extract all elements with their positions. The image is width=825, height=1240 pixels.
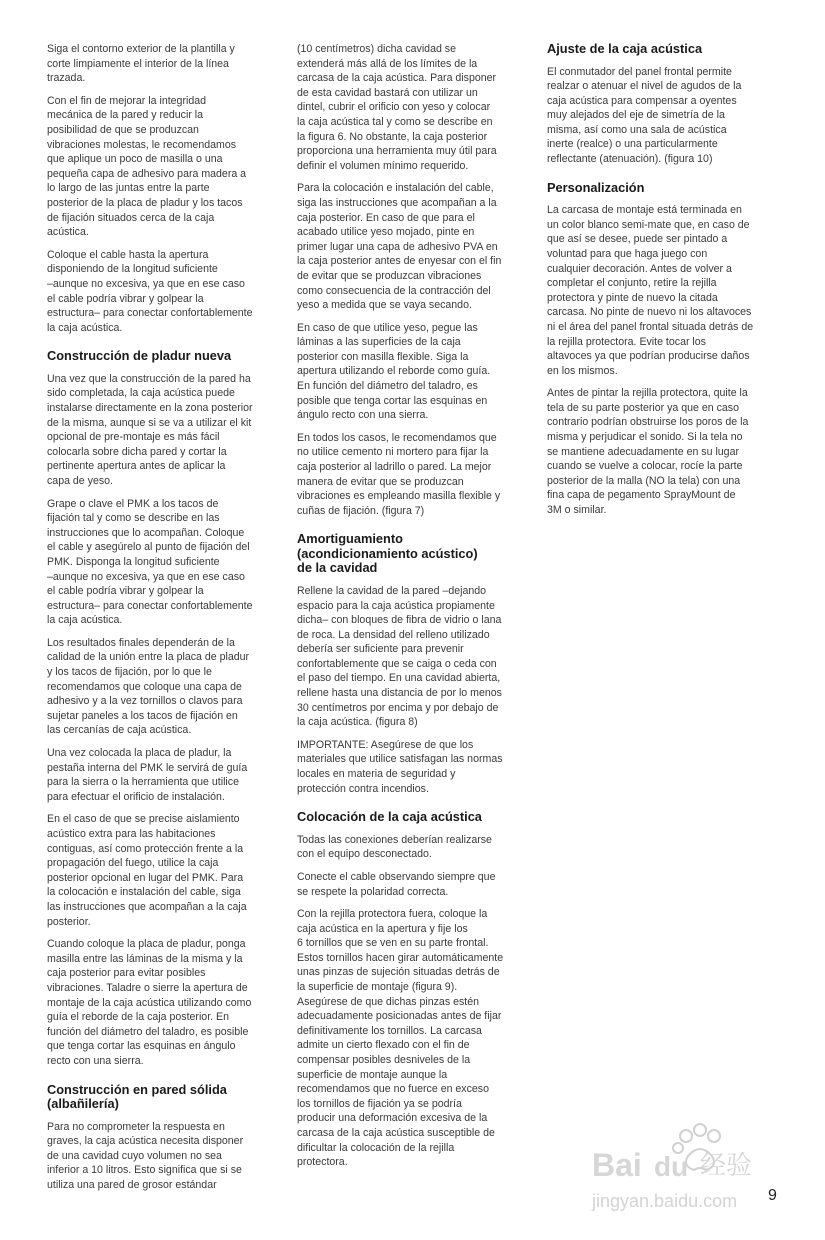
- section-heading: Ajuste de la caja acústica: [547, 41, 703, 56]
- paragraph: Conecte el cable observando siempre que se respete la polaridad correcta.: [297, 870, 496, 898]
- paragraph: En el caso de que se precise aislamiento acústico extra para las habitaciones contiguas, así como protección frente a la propagación del fuego, utilice la caja posterior opcional en lugar del PMK. Para la colocación e instalación del cable, siga las instrucciones que acompañan a la caja posterior.: [47, 813, 247, 928]
- paragraph: Siga el contorno exterior de la plantilla y corte limpiamente el interior de la línea trazada.: [47, 43, 235, 85]
- baidu-watermark-logo-icon: [588, 1114, 778, 1214]
- baidu-jingyan-watermark: [588, 1114, 778, 1214]
- text-column-1: [47, 42, 287, 1200]
- paragraph: Una vez que la construcción de la pared ha sido completada, la caja acústica puede instalarse directamente en la zona posterior de la misma, aunque si se va a utilizar el kit opcional de pre-montaje es más fácil colocarla sobre dicha pared y cortar la pertinente apertura antes de aplicar la capa de yeso.: [47, 372, 253, 487]
- svg-text:Bai: Bai: [592, 1147, 642, 1183]
- paragraph: Antes de pintar la rejilla protectora, quite la tela de su parte posterior ya que en caso contrario podrían obstruirse los poros de la misma y perjudicar el sonido. Si la tela no se mantiene adecuadamente en su lugar cuando se vuelve a colocar, rocíe la parte posterior de la malla (NO la tela) con una fina capa de pegamento SprayMount de 3M o similar.: [547, 387, 749, 517]
- section-heading: Amortiguamiento (acondicionamiento acústico) de la cavidad: [297, 531, 478, 576]
- paragraph: IMPORTANTE: Asegúrese de que los materiales que utilice satisfagan las normas locales en materia de seguridad y protección contra incendios.: [297, 738, 503, 795]
- paragraph: La carcasa de montaje está terminada en un color blanco semi-mate que, en caso de que así se desee, puede ser pintado a voluntad para que haga juego con cualquier decoración. Antes de volver a completar el conjunto, retire la rejilla protectora y pinte de nuevo la citada carcasa. No pinte de nuevo ni los altavoces ni el área del panel frontal situada detrás de la rejilla protectora. Evite tocar los altavoces ya que podrían producirse daños en los mismos.: [547, 204, 754, 377]
- paragraph: Cuando coloque la placa de pladur, ponga masilla entre las láminas de la misma y la caja posterior para evitar posibles vibraciones. Taladre o sierre la apertura de montaje de la caja acústica utilizando como guía el reborde de la caja posterior. En función del diámetro del taladro, es posible que tenga cortar las esquinas en ángulo recto con una sierra.: [47, 938, 252, 1067]
- text-column-3: [547, 42, 779, 526]
- section-heading: Personalización: [547, 179, 645, 195]
- svg-text:du: du: [654, 1151, 689, 1182]
- paragraph: (10 centímetros) dicha cavidad se extenderá más allá de los límites de la carcasa de la caja acústica. Para disponer de esta cavidad bastará con utilizar un dintel, cubrir el orificio con yeso y colocar la caja acústica tal y como se describe en la figura 6. No obstante, la caja posterior proporciona una herramienta muy útil para definir el volumen mínimo requerido.: [297, 43, 497, 172]
- paragraph: Grape o clave el PMK a los tacos de fijación tal y como se describe en las instrucciones que lo acompañan. Coloque el cable y asegúrelo al punto de fijación del PMK. Disponga la longitud suficiente –aunque no excesiva, ya que en ese caso el cable podría vibrar y golpear la estructura– para conectar confortablemente la caja acústica.: [47, 497, 253, 627]
- paragraph: Con el fin de mejorar la integridad mecánica de la pared y reducir la posibilidad de que se produzcan vibraciones molestas, le recomendamos que aplique un poco de masilla o una pequeña capa de adhesivo para madera a lo largo de las juntas entre la parte posterior de la placa de pladur y los tacos de fijación situados cerca de la caja acústica.: [47, 94, 247, 239]
- svg-text:jingyan.baidu.com: jingyan.baidu.com: [592, 1191, 738, 1211]
- paragraph: Los resultados finales dependerán de la calidad de la unión entre la placa de pladur y los tacos de fijación, por lo que le recomendamos que coloque una capa de adhesivo y a la vez tornillos o clavos para sujetar paneles a los tacos de fijación en las cercanías de caja acústica.: [47, 636, 250, 737]
- text-column-2: [297, 42, 529, 1178]
- paragraph: Una vez colocada la placa de pladur, la pestaña interna del PMK le servirá de guía para la sierra o la herramienta que utilice para efectuar el orificio de instalación.: [47, 747, 248, 803]
- paragraph: En todos los casos, le recomendamos que no utilice cemento ni mortero para fijar la caja posterior al ladrillo o pared. La mejor manera de evitar que se produzcan vibraciones es empleando masilla flexible y cuñas de fijación. (figura 7): [297, 431, 501, 517]
- paragraph: En caso de que utilice yeso, pegue las láminas a las superficies de la caja posterior con masilla flexible. Siga la apertura utilizando el reborde como guía. En función del diámetro del taladro, es posible que tenga cortar las esquinas en ángulo recto con una sierra.: [297, 321, 491, 422]
- paragraph: Rellene la cavidad de la pared –dejando espacio para la caja acústica propiamente dicha– con bloques de fibra de vidrio o lana de roca. La densidad del relleno utilizado debería ser suficiente para prevenir confortablemente que se caiga o ceda con el paso del tiempo. En una cavidad abierta, rellene hasta una distancia de por lo menos 30 centímetros por encima y por debajo de la caja acústica. (figura 8): [297, 584, 502, 729]
- section-heading: Construcción en pared sólida (albañilería): [47, 1081, 227, 1111]
- svg-text:经验: 经验: [700, 1151, 753, 1181]
- paragraph: Con la rejilla protectora fuera, coloque la caja acústica en la apertura y fije los 6 tornillos que se ven en su parte frontal. Estos tornillos hacen girar automáticamente unas pinzas de sujeción situadas detrás de la superficie de montaje (figura 9). Asegúrese de que dichas pinzas estén adecuadamente posicionadas antes de fijar definitivamente los tornillos. La carcasa admite un cierto flexado con el fin de compensar posibles desniveles de la superficie de montaje aunque la recomendamos que no fuerce en exceso los tornillos de fijación ya se podría producir una deformación excesiva de la carcasa de la caja acústica susceptible de dificultar la colocación de la rejilla protectora.: [297, 908, 504, 1169]
- paragraph: El conmutador del panel frontal permite realzar o atenuar el nivel de agudos de la caja acústica para compensar a oyentes muy alejados del eje de simetría de la misma, así como una sala de acústica inerte (realce) o una particularmente reflectante (atenuación). (figura 10): [547, 65, 742, 166]
- paragraph: Para no comprometer la respuesta en graves, la caja acústica necesita disponer de una cavidad cuyo volumen no sea inferior a 10 litros. Esto significa que si se utiliza una pared de grosor estándar: [47, 1120, 244, 1191]
- page-number: 9: [768, 1187, 777, 1204]
- paragraph: Todas las conexiones deberían realizarse con el equipo desconectado.: [297, 833, 492, 861]
- section-heading: Construcción de pladur nueva: [47, 348, 232, 364]
- paragraph: Para la colocación e instalación del cable, siga las instrucciones que acompañan a la caja posterior. En caso de que para el acabado utilice yeso mojado, pinte en primer lugar una capa de adhesivo PVA en la caja posterior antes de enyesar con el fin de evitar que se produzcan vibraciones como consecuencia de la contracción del yeso a medida que se vaya secando.: [297, 182, 502, 312]
- paragraph: Coloque el cable hasta la apertura disponiendo de la longitud suficiente –aunque no excesiva, ya que en ese caso el cable podría vibrar y golpear la estructura– para conectar confortablemente la caja acústica.: [47, 248, 253, 334]
- section-heading: Colocación de la caja acústica: [297, 809, 482, 825]
